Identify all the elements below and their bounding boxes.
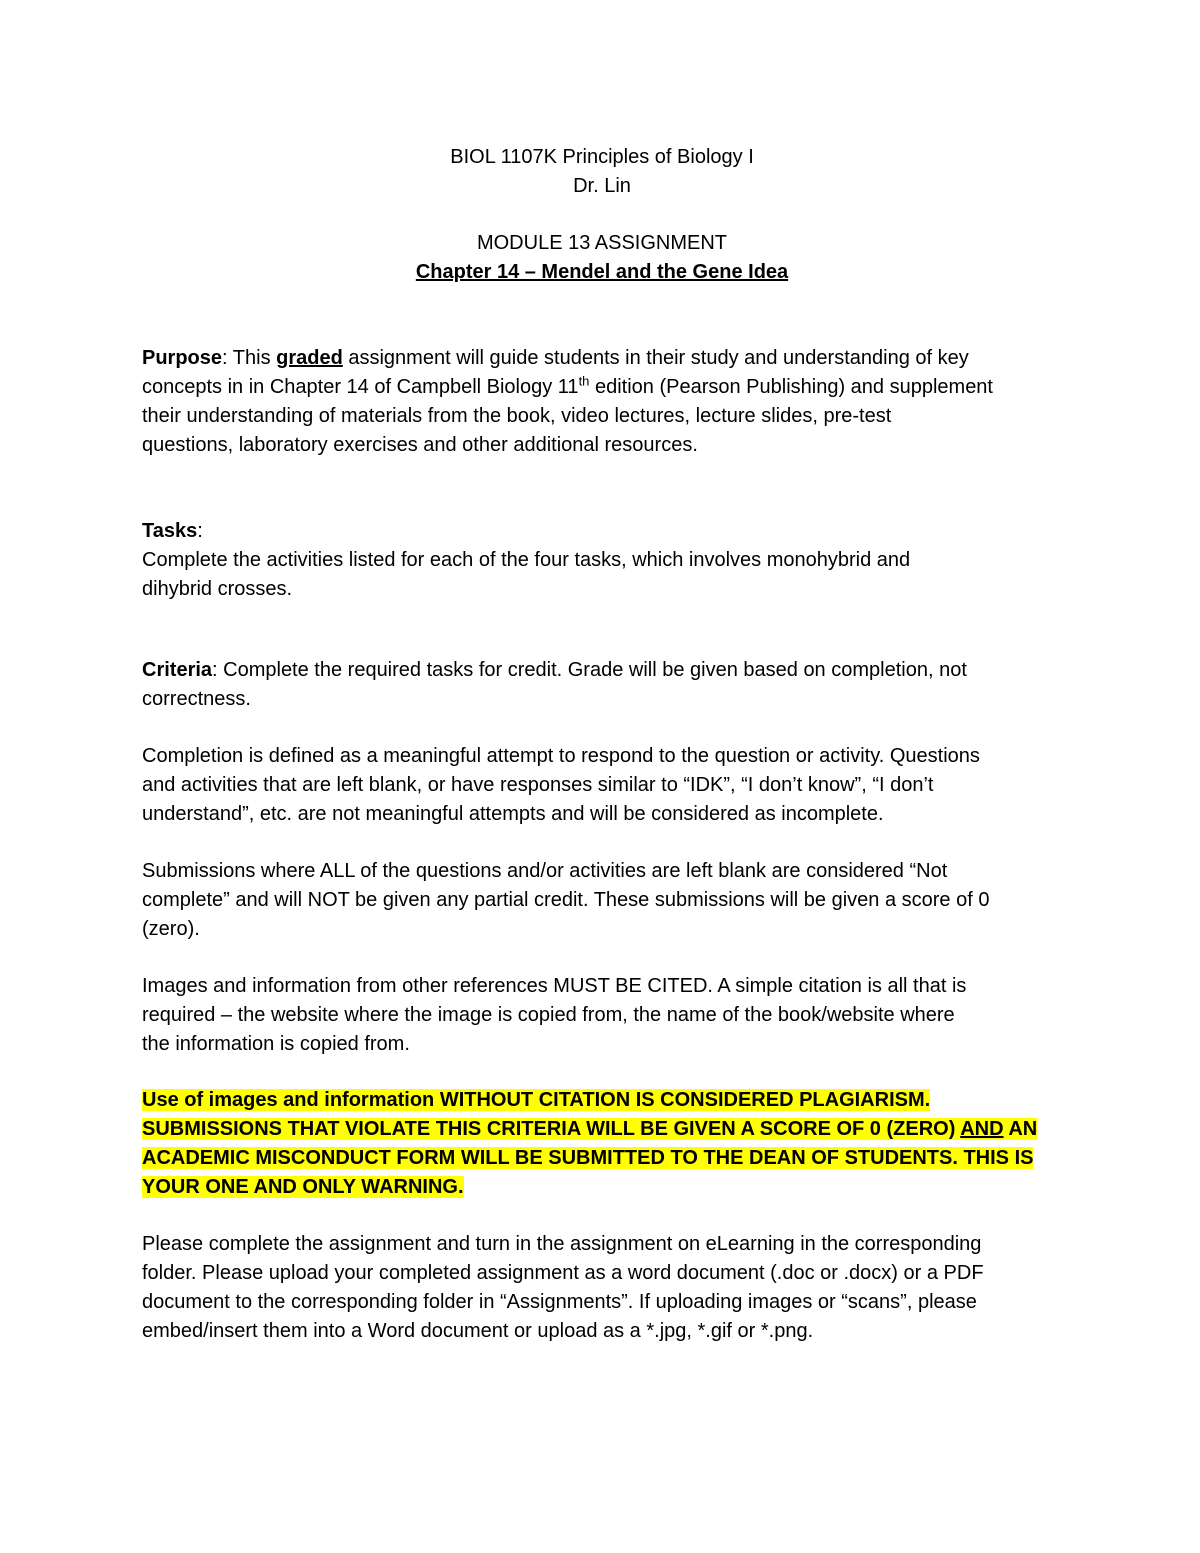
submissions-line-2: complete” and will NOT be given any partial credit. These submissions will be given a score of 0 xyxy=(142,889,990,911)
module-title: MODULE 13 ASSIGNMENT xyxy=(476,232,728,254)
submissions-line-1: Submissions where ALL of the questions and/or activities are left blank are considered “Not xyxy=(142,860,948,882)
course-title: BIOL 1107K Principles of Biology I xyxy=(450,146,754,168)
warning-and-emphasis: AND xyxy=(960,1118,1004,1140)
tasks-heading xyxy=(142,517,203,545)
warning-line-2 xyxy=(142,1115,1037,1143)
purpose-line-1-rest: assignment will guide students in their study and understanding of key xyxy=(342,347,969,369)
graded-emphasis: graded xyxy=(276,347,343,369)
completion-line-3: understand”, etc. are not meaningful attempts and will be considered as incomplete. xyxy=(142,803,884,825)
warning-line-3 xyxy=(142,1144,1033,1172)
criteria-label: Criteria xyxy=(142,659,213,681)
warning-line-3-text: ACADEMIC MISCONDUCT FORM WILL BE SUBMITTED TO THE DEAN OF STUDENTS. THIS IS xyxy=(142,1147,1034,1169)
purpose-label: Purpose xyxy=(142,347,223,369)
purpose-line-1 xyxy=(142,344,969,372)
criteria-line-1 xyxy=(142,656,967,684)
completion-line-2: and activities that are left blank, or have responses similar to “IDK”, “I don’t know”, “I don’t xyxy=(142,774,934,796)
tasks-line-1: Complete the activities listed for each of the four tasks, which involves monohybrid and xyxy=(142,549,911,571)
warning-line-2-b: AN xyxy=(1003,1118,1038,1140)
purpose-line-2-b: edition (Pearson Publishing) and supplement xyxy=(589,376,993,398)
purpose-line-2 xyxy=(142,373,993,401)
instructions-line-3: document to the corresponding folder in “Assignments”. If uploading images or “scans”, please xyxy=(142,1291,977,1313)
instructions-line-2: folder. Please upload your completed assignment as a word document (.doc or .docx) or a PDF xyxy=(142,1262,984,1284)
citation-line-1: Images and information from other references MUST BE CITED. A simple citation is all that is xyxy=(142,975,967,997)
purpose-line-3: their understanding of materials from the book, video lectures, lecture slides, pre-test xyxy=(142,405,892,427)
warning-line-4-text: YOUR ONE AND ONLY WARNING. xyxy=(142,1176,464,1198)
warning-line-2-a: SUBMISSIONS THAT VIOLATE THIS CRITERIA WILL BE GIVEN A SCORE OF 0 (ZERO) xyxy=(142,1118,961,1140)
superscript-th: th xyxy=(578,373,590,389)
warning-line-4 xyxy=(142,1173,464,1201)
instructions-line-4: embed/insert them into a Word document or upload as a *.jpg, *.gif or *.png. xyxy=(142,1320,814,1342)
submissions-line-3: (zero). xyxy=(142,918,200,940)
purpose-line-2-a: concepts in in Chapter 14 of Campbell Biology 11 xyxy=(142,376,579,398)
instructions-line-1: Please complete the assignment and turn in the assignment on eLearning in the corresponding xyxy=(142,1233,982,1255)
criteria-line-2: correctness. xyxy=(142,688,251,710)
citation-line-2: required – the website where the image is copied from, the name of the book/website where xyxy=(142,1004,955,1026)
purpose-line-4: questions, laboratory exercises and other additional resources. xyxy=(142,434,698,456)
chapter-title xyxy=(142,258,1062,286)
tasks-colon: : xyxy=(197,520,203,542)
citation-line-3: the information is copied from. xyxy=(142,1033,410,1055)
warning-line-1 xyxy=(142,1086,930,1114)
completion-line-1: Completion is defined as a meaningful attempt to respond to the question or activity. Questions xyxy=(142,745,980,767)
instructor-name: Dr. Lin xyxy=(573,175,631,197)
warning-line-1-text: Use of images and information WITHOUT CITATION IS CONSIDERED PLAGIARISM. xyxy=(142,1089,931,1111)
tasks-line-2: dihybrid crosses. xyxy=(142,578,293,600)
document-page xyxy=(142,0,1062,1553)
chapter-title-text: Chapter 14 – Mendel and the Gene Idea xyxy=(415,261,789,283)
purpose-colon: : This xyxy=(222,347,277,369)
tasks-label: Tasks xyxy=(142,520,198,542)
criteria-line-1-rest: : Complete the required tasks for credit. Grade will be given based on completion, not xyxy=(212,659,967,681)
